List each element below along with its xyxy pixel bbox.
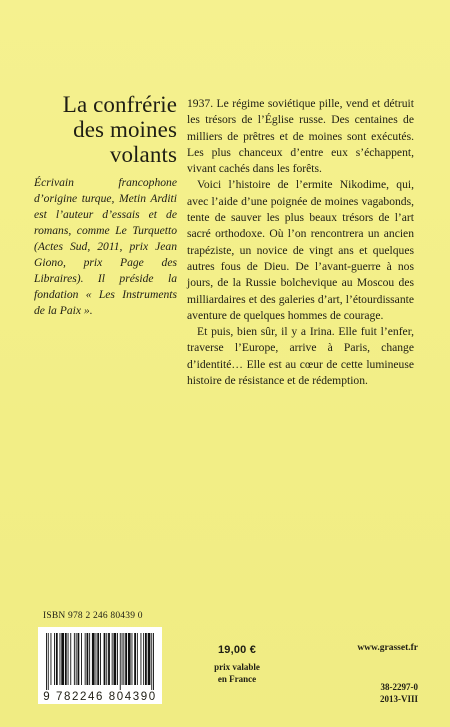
barcode-bar xyxy=(141,633,142,685)
barcode-bar xyxy=(148,633,151,685)
barcode-bar xyxy=(68,633,69,685)
barcode-bar xyxy=(145,633,147,685)
barcode-bar xyxy=(96,633,97,685)
barcode-bar xyxy=(122,633,123,685)
barcode-bar xyxy=(108,633,110,685)
catalog-code: 38-2297-0 xyxy=(380,682,418,692)
barcode-bar xyxy=(106,633,107,685)
barcode-bar xyxy=(100,633,101,685)
barcode-bar xyxy=(153,633,154,691)
barcode-bar xyxy=(48,633,49,691)
barcode-bar xyxy=(112,633,113,685)
barcode-bar xyxy=(137,633,138,685)
summary-paragraph: 1937. Le régime soviétique pille, vend et détruit les trésors de l’Église russe. Des centaines de milliers de prêtres et de moines sont exécutés. Les plus chanceux d’entre eux s’échappent, vivant cachés dans les forêts. xyxy=(187,97,414,176)
summary-paragraph: Et puis, bien sûr, il y a Irina. Elle fuit l’enfer, traverse l’Europe, arrive à Paris, change d’identité… Elle est au cœur de cette lumineuse histoire de résistance et de rédemption. xyxy=(187,325,414,388)
barcode-bar xyxy=(61,633,64,685)
barcode-bar xyxy=(123,633,124,685)
barcode-bar xyxy=(54,633,55,685)
barcode-bar xyxy=(117,633,118,685)
barcode-bar xyxy=(97,633,99,685)
barcode-bar xyxy=(70,633,71,685)
barcode-bar xyxy=(81,633,82,685)
barcode-bar xyxy=(128,633,131,685)
book-summary xyxy=(187,96,414,389)
isbn-label: ISBN 978 2 246 80439 0 xyxy=(43,611,143,621)
title-line: La confrérie xyxy=(62,92,177,117)
catalog-codes xyxy=(380,682,418,705)
barcode-bar xyxy=(87,633,89,685)
barcode-bar xyxy=(78,633,80,685)
barcode-bar xyxy=(134,633,136,685)
publisher-url[interactable]: www.grasset.fr xyxy=(357,643,418,653)
barcode-bar xyxy=(74,633,75,685)
barcode-bar xyxy=(120,633,121,691)
price-note xyxy=(208,662,266,685)
barcode-bar xyxy=(56,633,58,685)
price-note-line: prix valable xyxy=(214,662,260,672)
title-line: des moines xyxy=(73,117,177,142)
barcode-bar xyxy=(65,633,67,685)
barcode-bars xyxy=(38,627,162,691)
barcode-bar xyxy=(132,633,133,685)
barcode-bar xyxy=(104,633,106,685)
barcode-bar xyxy=(92,633,95,685)
book-title xyxy=(30,92,177,167)
price: 19,00 € xyxy=(217,644,257,656)
catalog-code: 2013-VIII xyxy=(379,693,418,704)
barcode-bar xyxy=(125,633,127,685)
barcode-bar xyxy=(89,633,90,685)
title-line: volants xyxy=(109,142,177,167)
barcode-bar xyxy=(114,633,117,685)
barcode-bar xyxy=(151,633,152,691)
barcode-bar xyxy=(60,633,61,685)
barcode-bar xyxy=(143,633,144,685)
barcode-bar xyxy=(46,633,47,691)
barcode-digits: 9 782246 804390 xyxy=(38,690,162,704)
barcode-bar xyxy=(85,633,86,685)
author-bio: Écrivain francophone d’origine turque, Metin Arditi est l’auteur d’essais et de romans, comme Le Turquetto (Actes Sud, 2011, prix Jean Giono, prix Page des Libraires). Il préside la fondation « Les Instruments de la Paix ». xyxy=(34,176,177,317)
barcode-bar xyxy=(51,633,52,685)
price-note-line: en France xyxy=(217,673,257,684)
summary-paragraph: Voici l’histoire de l’ermite Nikodime, qui, avec l’aide d’une poignée de moines vagabonds, tente de sauver les plus beaux trésors de l’art sacré orthodoxe. Où l’on rencontrera un ancien trapéziste, un novice de vingt ans et quelques autres fous de Dieu. De l’avant-guerre à nos jours, de la Russie bolchevique au Moscou des milliardaires et des galeries d’art, l’étourdissante aventure de quelques hommes de courage. xyxy=(187,178,414,322)
barcode-bar xyxy=(76,633,77,685)
price-block xyxy=(208,644,266,685)
